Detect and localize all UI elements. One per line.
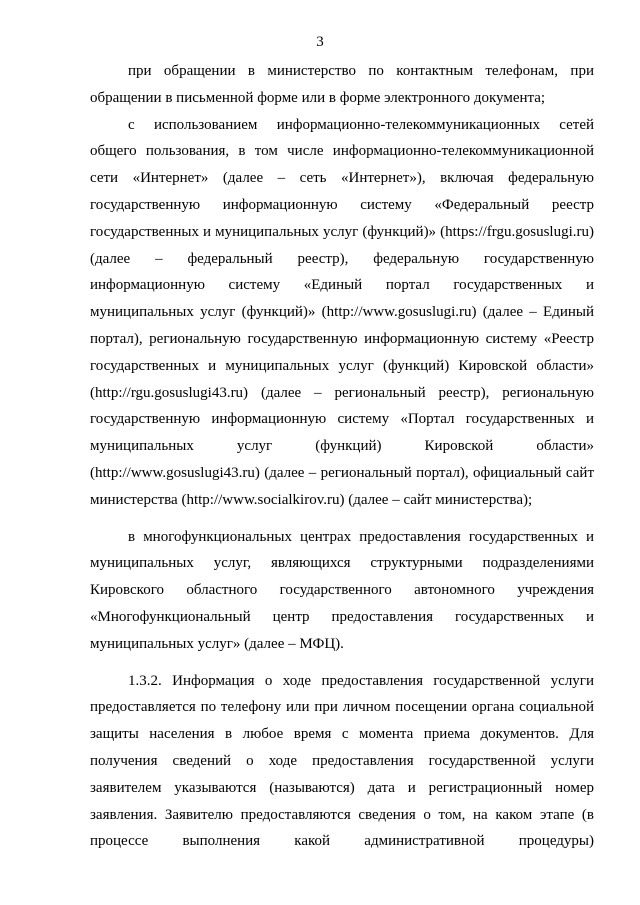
- paragraph-mfc: в многофункциональных центрах предоставления государственных и муниципальных услуг, являющихся структурными подразделениями Кировского областного государственного автономного учреждения «Многофункциональный центр предоставления государственных и муниципальных услуг» (далее – МФЦ).: [90, 528, 594, 652]
- paragraph-gap: [90, 658, 594, 668]
- paragraph-1-3-2: 1.3.2. Информация о ходе предоставления государственной услуги предоставляется по телефону или при личном посещении органа социальной защиты населения в любое время с момента приема документов. Для получения сведений о ходе предоставления государственной услуги заявителем указываются (называются) дата и регистрационный номер заявления. Заявителю предоставляются сведения о том, на каком этапе (в процессе выполнения какой административной процедуры): [90, 672, 594, 850]
- document-body: [90, 58, 594, 855]
- paragraph-contact-methods: при обращении в министерство по контактным телефонам, при обращении в письменной форме или в форме электронного документа;: [90, 63, 594, 106]
- page-number: 3: [316, 34, 324, 50]
- paragraph-internet-sources: с использованием информационно-телекоммуникационных сетей общего пользования, в том числе информационно-телекоммуникационной сети «Интернет» (далее – сеть «Интернет»), включая федеральную государственную информационную систему «Федеральный реестр государственных и муниципальных услуг (функций)» (https://frgu.gosuslugi.ru) (далее – федеральный реестр), федеральную государственную информационную систему «Единый портал государственных и муниципальных услуг (функций)» (http://www.gosuslugi.ru) (далее – Единый портал), региональную государственную информационную систему «Реестр государственных и муниципальных услуг (функций) Кировской области» (http://rgu.gosuslugi43.ru) (далее – региональный реестр), региональную государственную информационную систему «Портал государственных и муниципальных услуг (функций) Кировской области» (http://www.gosuslugi43.ru) (далее – региональный портал), официальный сайт министерства (http://www.socialkirov.ru) (далее – сайт министерства);: [90, 116, 594, 508]
- paragraph-gap: [90, 514, 594, 524]
